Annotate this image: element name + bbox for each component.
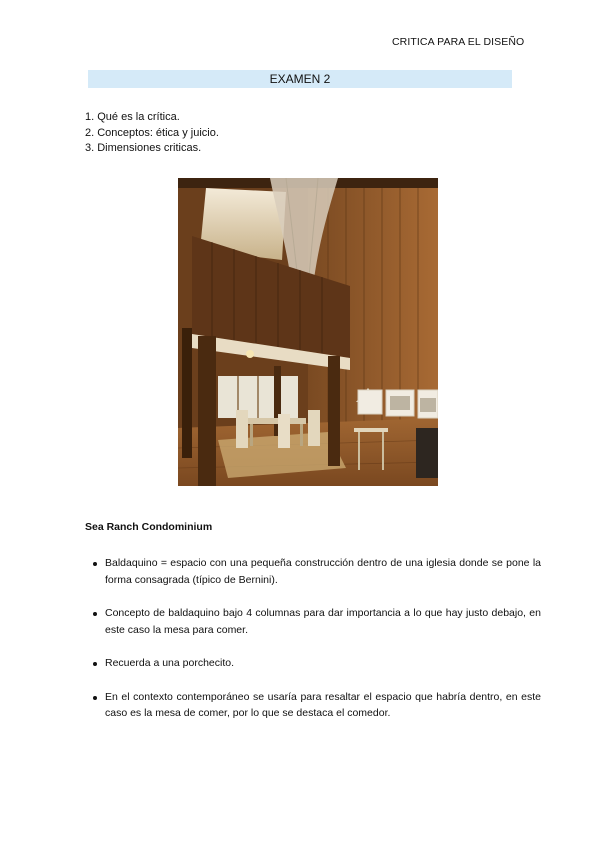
bullet-item <box>85 605 541 638</box>
bullet-icon <box>93 662 97 666</box>
bullet-icon <box>93 612 97 616</box>
course-header: CRITICA PARA EL DISEÑO <box>392 36 525 48</box>
bullet-text: Recuerda a una porchecito. <box>105 657 234 669</box>
bullet-list <box>85 555 541 739</box>
interior-photo-illustration <box>178 178 438 486</box>
bullet-icon <box>93 562 97 566</box>
bullet-text: Concepto de baldaquino bajo 4 columnas para dar importancia a lo que hay justo debajo, en este caso la mesa para comer. <box>105 607 541 636</box>
interior-photo <box>178 178 438 486</box>
topic-item: 1. Qué es la crítica. <box>85 111 180 123</box>
bullet-text: Baldaquino = espacio con una pequeña construcción dentro de una iglesia donde se pone la forma consagrada (típico de Bernini). <box>105 557 541 586</box>
topic-list <box>85 110 219 157</box>
topic-item: 3. Dimensiones criticas. <box>85 142 202 154</box>
exam-title: EXAMEN 2 <box>88 70 512 88</box>
bullet-item <box>85 689 541 722</box>
section-title: Sea Ranch Condominium <box>85 521 213 533</box>
bullet-icon <box>93 696 97 700</box>
bullet-item <box>85 555 541 588</box>
bullet-text: En el contexto contemporáneo se usaría para resaltar el espacio que habría dentro, en este caso es la mesa de comer, por lo que se destaca el comedor. <box>105 690 541 719</box>
bullet-item <box>85 655 541 672</box>
topic-item: 2. Conceptos: ética y juicio. <box>85 126 219 139</box>
